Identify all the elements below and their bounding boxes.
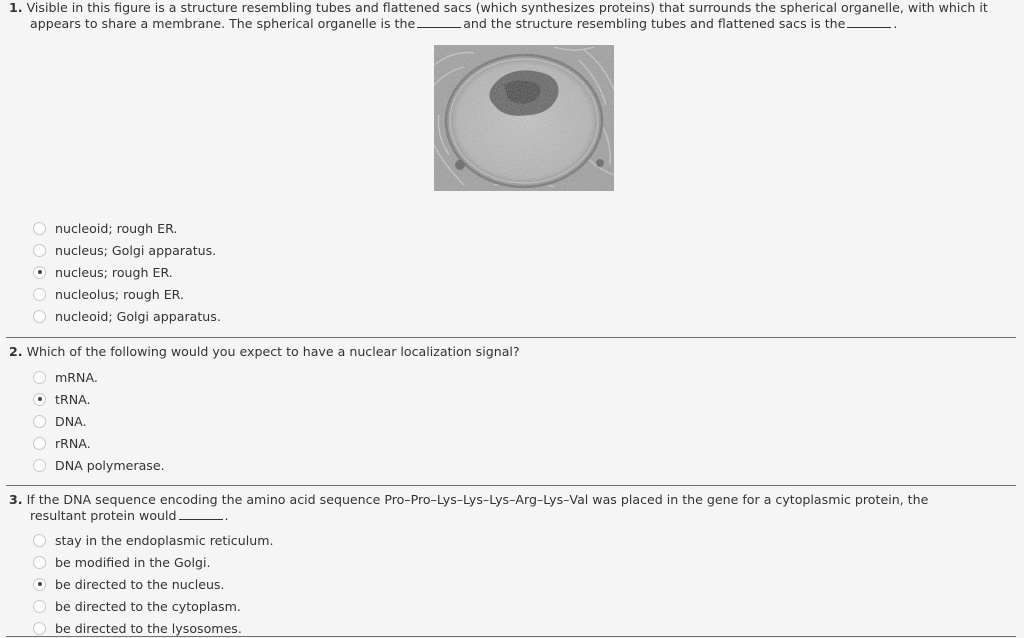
question-text-continuation xyxy=(9,16,1015,32)
option-5[interactable] xyxy=(33,454,165,476)
answer-blank xyxy=(847,16,891,28)
option-label: tRNA. xyxy=(55,391,91,407)
question-3-text xyxy=(9,492,1015,524)
question-text-line: Visible in this figure is a structure resembling tubes and flattened sacs (which synthesizes proteins) that surrounds the spherical organelle, with which it xyxy=(26,0,988,15)
question-text-segment: and the structure resembling tubes and flattened sacs is the xyxy=(463,16,846,31)
option-label: nucleus; rough ER. xyxy=(55,264,173,280)
radio-button[interactable] xyxy=(33,437,46,450)
option-1[interactable] xyxy=(33,217,221,239)
option-label: stay in the endoplasmic reticulum. xyxy=(55,532,274,548)
question-divider xyxy=(6,485,1016,486)
radio-button[interactable] xyxy=(33,459,46,472)
option-3[interactable] xyxy=(33,410,165,432)
answer-blank xyxy=(417,16,461,28)
option-label: rRNA. xyxy=(55,435,91,451)
question-number: 2. xyxy=(9,344,23,359)
option-4[interactable] xyxy=(33,283,221,305)
radio-button-selected[interactable] xyxy=(33,266,46,279)
option-1[interactable] xyxy=(33,529,273,551)
question-text-line: If the DNA sequence encoding the amino acid sequence Pro–Pro–Lys–Lys–Lys–Arg–Lys–Val was placed in the gene for a cytoplasmic protein, the xyxy=(26,492,929,507)
option-label: nucleoid; Golgi apparatus. xyxy=(55,308,221,324)
question-number: 3. xyxy=(9,492,23,507)
option-label: be modified in the Golgi. xyxy=(55,554,211,570)
question-text-line: Which of the following would you expect to have a nuclear localization signal? xyxy=(26,344,520,359)
radio-button[interactable] xyxy=(33,310,46,323)
option-3[interactable] xyxy=(33,573,273,595)
option-4[interactable] xyxy=(33,595,273,617)
option-4[interactable] xyxy=(33,432,165,454)
question-3-options xyxy=(33,529,273,638)
radio-button[interactable] xyxy=(33,534,46,547)
question-2-text xyxy=(9,344,1015,360)
option-label: DNA. xyxy=(55,413,87,429)
option-2[interactable] xyxy=(33,239,221,261)
option-label: mRNA. xyxy=(55,369,98,385)
question-1-options xyxy=(33,217,221,327)
option-5[interactable] xyxy=(33,305,221,327)
radio-button[interactable] xyxy=(33,371,46,384)
option-label: nucleoid; rough ER. xyxy=(55,220,178,236)
question-divider xyxy=(6,337,1016,338)
option-label: nucleus; Golgi apparatus. xyxy=(55,242,217,258)
radio-button-selected[interactable] xyxy=(33,578,46,591)
radio-button[interactable] xyxy=(33,288,46,301)
question-divider xyxy=(6,636,1016,637)
question-2 xyxy=(9,344,1015,360)
question-2-options xyxy=(33,366,165,476)
radio-button[interactable] xyxy=(33,622,46,635)
radio-button[interactable] xyxy=(33,600,46,613)
option-2[interactable] xyxy=(33,388,165,410)
question-3 xyxy=(9,492,1015,524)
option-3[interactable] xyxy=(33,261,221,283)
radio-button[interactable] xyxy=(33,244,46,257)
radio-button[interactable] xyxy=(33,222,46,235)
radio-button-selected[interactable] xyxy=(33,393,46,406)
option-label: nucleolus; rough ER. xyxy=(55,286,184,302)
question-text-continuation xyxy=(9,508,1015,524)
question-text-segment: appears to share a membrane. The spherical organelle is the xyxy=(30,16,416,31)
option-2[interactable] xyxy=(33,551,273,573)
option-1[interactable] xyxy=(33,366,165,388)
question-1-text xyxy=(9,0,1015,32)
cell-micrograph-image xyxy=(434,45,614,191)
question-text-segment: . xyxy=(893,16,898,31)
option-label: be directed to the nucleus. xyxy=(55,576,225,592)
answer-blank xyxy=(179,508,223,520)
radio-button[interactable] xyxy=(33,556,46,569)
radio-button[interactable] xyxy=(33,415,46,428)
question-text-segment: . xyxy=(224,508,229,523)
option-5[interactable] xyxy=(33,617,273,638)
option-label: be directed to the cytoplasm. xyxy=(55,598,241,614)
question-number: 1. xyxy=(9,0,23,15)
question-1 xyxy=(9,0,1015,32)
option-label: be directed to the lysosomes. xyxy=(55,620,242,636)
option-label: DNA polymerase. xyxy=(55,457,165,473)
question-text-segment: resultant protein would xyxy=(30,508,177,523)
